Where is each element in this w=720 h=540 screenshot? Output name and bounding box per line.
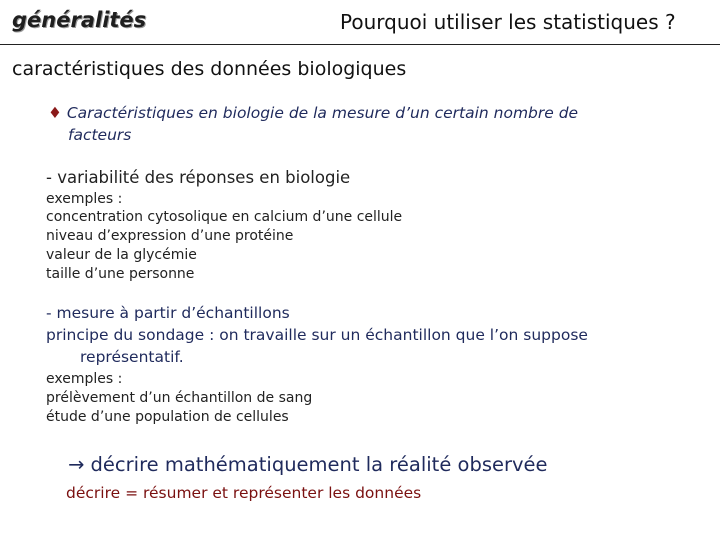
section2-example: prélèvement d’un échantillon de sang	[46, 390, 313, 406]
section2-example: étude d’une population de cellules	[46, 409, 289, 425]
section1-example: valeur de la glycémie	[46, 247, 197, 263]
diamond-bullet-icon: ♦	[48, 104, 62, 122]
section1-examples-label: exemples :	[46, 191, 123, 207]
section1-heading: - variabilité des réponses en biologie	[46, 168, 351, 187]
bullet-text-1: Caractéristiques en biologie de la mesure d’un certain nombre de	[66, 104, 579, 122]
header-section-title: généralités	[12, 8, 147, 32]
header-divider	[0, 44, 720, 45]
conclusion-text: décrire mathématiquement la réalité observée	[90, 453, 548, 476]
section2-examples-label: exemples :	[46, 371, 123, 387]
conclusion-line	[68, 453, 548, 476]
right-arrow-icon: →	[68, 453, 85, 476]
section1-example: concentration cytosolique en calcium d’une cellule	[46, 209, 403, 225]
section2-principle-line2: représentatif.	[80, 348, 184, 366]
slide-subtitle: caractéristiques des données biologiques	[12, 58, 407, 80]
section2-heading: - mesure à partir d’échantillons	[46, 304, 290, 322]
bullet-line-1	[48, 104, 578, 122]
bullet-line-2: facteurs	[68, 126, 132, 144]
header-slide-title: Pourquoi utiliser les statistiques ?	[340, 10, 676, 34]
conclusion-detail: décrire = résumer et représenter les données	[66, 484, 422, 502]
section1-example: niveau d’expression d’une protéine	[46, 228, 294, 244]
section1-example: taille d’une personne	[46, 266, 195, 282]
section2-principle-line1: principe du sondage : on travaille sur un échantillon que l’on suppose	[46, 326, 588, 344]
